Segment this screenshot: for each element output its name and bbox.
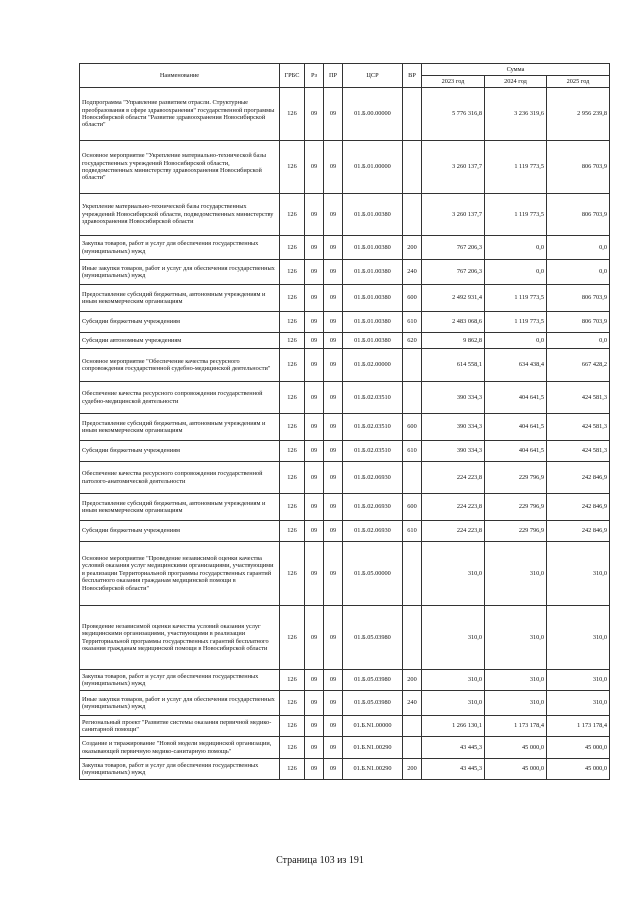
row-csr: 01.Б.05.00000	[343, 542, 403, 606]
row-name: Закупка товаров, работ и услуг для обеспечения государственных (муниципальных) нужд	[80, 759, 280, 780]
row-csr: 01.Б.02.00000	[343, 349, 403, 382]
row-name: Основное мероприятие "Укрепление материально-технической базы государственных учреждений Новосибирской области, подведомственных министерству здравоохранения Новосибирской области"	[80, 141, 280, 194]
row-value-2023: 43 445,3	[422, 737, 485, 759]
row-csr: 01.Б.01.00380	[343, 312, 403, 333]
row-name: Иные закупки товаров, работ и услуг для обеспечения государственных (муниципальных) нужд	[80, 691, 280, 716]
table-row	[80, 141, 610, 194]
row-value-2023: 3 260 137,7	[422, 194, 485, 236]
row-value-2023: 767 206,3	[422, 260, 485, 285]
row-rz: 09	[305, 236, 324, 260]
row-pr: 09	[324, 260, 343, 285]
row-value-2023: 224 223,8	[422, 494, 485, 521]
row-value-2024: 229 796,9	[485, 462, 547, 494]
row-value-2024: 1 173 178,4	[485, 716, 547, 737]
table-row	[80, 194, 610, 236]
row-value-2024: 229 796,9	[485, 521, 547, 542]
header-rz: Рз	[305, 64, 324, 88]
row-value-2023: 390 334,3	[422, 414, 485, 441]
row-csr: 01.Б.02.03510	[343, 382, 403, 414]
row-rz: 09	[305, 333, 324, 349]
row-rz: 09	[305, 285, 324, 312]
row-pr: 09	[324, 521, 343, 542]
row-name: Обеспечение качества ресурсного сопровождения государственной патолого-анатомической деятельности	[80, 462, 280, 494]
row-pr: 09	[324, 462, 343, 494]
row-rz: 09	[305, 312, 324, 333]
header-sum: Сумма	[422, 64, 610, 76]
row-value-2023: 3 260 137,7	[422, 141, 485, 194]
row-grbs: 126	[280, 759, 305, 780]
row-name: Укрепление материально-технической базы государственных учреждений Новосибирской области, подведомственных министерству здравоохранения Новосибирской области	[80, 194, 280, 236]
row-pr: 09	[324, 382, 343, 414]
row-value-2024: 0,0	[485, 236, 547, 260]
row-value-2023: 2 483 068,6	[422, 312, 485, 333]
row-pr: 09	[324, 414, 343, 441]
row-value-2025: 310,0	[547, 670, 610, 691]
row-pr: 09	[324, 333, 343, 349]
row-vr: 610	[403, 312, 422, 333]
row-value-2025: 424 581,3	[547, 382, 610, 414]
row-grbs: 126	[280, 521, 305, 542]
row-value-2024: 1 119 773,5	[485, 141, 547, 194]
row-value-2025: 310,0	[547, 606, 610, 670]
row-csr: 01.Б.N1.00000	[343, 716, 403, 737]
row-csr: 01.Б.01.00380	[343, 194, 403, 236]
row-vr	[403, 88, 422, 141]
row-rz: 09	[305, 737, 324, 759]
row-value-2024: 1 119 773,5	[485, 285, 547, 312]
row-vr	[403, 194, 422, 236]
row-name: Основное мероприятие "Обеспечение качества ресурсного сопровождения государственной судебно-медицинской деятельности"	[80, 349, 280, 382]
table-row	[80, 521, 610, 542]
row-value-2023: 9 862,8	[422, 333, 485, 349]
row-value-2025: 45 000,0	[547, 737, 610, 759]
row-csr: 01.Б.02.06930	[343, 462, 403, 494]
row-value-2023: 310,0	[422, 542, 485, 606]
row-rz: 09	[305, 716, 324, 737]
table-row	[80, 312, 610, 333]
row-name: Создание и тиражирование "Новой модели медицинской организации, оказывающей первичную медико-санитарную помощь"	[80, 737, 280, 759]
table-row	[80, 691, 610, 716]
row-value-2025: 310,0	[547, 542, 610, 606]
row-csr: 01.Б.N1.00290	[343, 759, 403, 780]
row-rz: 09	[305, 759, 324, 780]
row-value-2023: 224 223,8	[422, 521, 485, 542]
row-value-2024: 310,0	[485, 691, 547, 716]
row-value-2024: 45 000,0	[485, 759, 547, 780]
table-row	[80, 382, 610, 414]
row-pr: 09	[324, 349, 343, 382]
row-rz: 09	[305, 141, 324, 194]
row-name: Региональный проект "Развитие системы оказания первичной медико-санитарной помощи"	[80, 716, 280, 737]
row-value-2025: 424 581,3	[547, 441, 610, 462]
row-value-2025: 424 581,3	[547, 414, 610, 441]
row-pr: 09	[324, 88, 343, 141]
table-row	[80, 462, 610, 494]
table-row	[80, 88, 610, 141]
budget-table	[79, 63, 610, 780]
row-rz: 09	[305, 691, 324, 716]
row-value-2024: 310,0	[485, 542, 547, 606]
row-vr	[403, 141, 422, 194]
row-vr: 620	[403, 333, 422, 349]
row-rz: 09	[305, 462, 324, 494]
row-csr: 01.Б.02.03510	[343, 441, 403, 462]
row-pr: 09	[324, 759, 343, 780]
row-grbs: 126	[280, 260, 305, 285]
row-grbs: 126	[280, 462, 305, 494]
row-name: Субсидии автономным учреждениям	[80, 333, 280, 349]
table-row	[80, 333, 610, 349]
row-vr	[403, 462, 422, 494]
row-grbs: 126	[280, 194, 305, 236]
row-value-2024: 1 119 773,5	[485, 312, 547, 333]
row-pr: 09	[324, 670, 343, 691]
row-rz: 09	[305, 494, 324, 521]
header-grbs: ГРБС	[280, 64, 305, 88]
row-csr: 01.Б.01.00000	[343, 141, 403, 194]
header-year-2023: 2023 год	[422, 76, 485, 88]
row-csr: 01.Б.N1.00290	[343, 737, 403, 759]
row-csr: 01.Б.01.00380	[343, 260, 403, 285]
row-grbs: 126	[280, 606, 305, 670]
row-rz: 09	[305, 349, 324, 382]
header-year-2024: 2024 год	[485, 76, 547, 88]
row-value-2023: 390 334,3	[422, 382, 485, 414]
row-rz: 09	[305, 542, 324, 606]
row-value-2023: 43 445,3	[422, 759, 485, 780]
row-grbs: 126	[280, 382, 305, 414]
row-value-2024: 404 641,5	[485, 382, 547, 414]
row-value-2025: 242 846,9	[547, 462, 610, 494]
row-rz: 09	[305, 606, 324, 670]
row-pr: 09	[324, 737, 343, 759]
table-row	[80, 349, 610, 382]
row-value-2024: 310,0	[485, 606, 547, 670]
row-pr: 09	[324, 716, 343, 737]
row-grbs: 126	[280, 349, 305, 382]
table-row	[80, 716, 610, 737]
row-csr: 01.Б.05.03980	[343, 691, 403, 716]
row-pr: 09	[324, 236, 343, 260]
row-vr	[403, 716, 422, 737]
row-name: Предоставление субсидий бюджетным, автономным учреждениям и иным некоммерческим организациям	[80, 414, 280, 441]
row-value-2025: 2 956 239,8	[547, 88, 610, 141]
row-name: Закупка товаров, работ и услуг для обеспечения государственных (муниципальных) нужд	[80, 236, 280, 260]
row-name: Проведение независимой оценки качества условий оказания услуг медицинскими организациями, участвующими в реализации Территориальной программы государственных гарантий бесплатного оказания гражданам медицинской помощи в Новосибирской области	[80, 606, 280, 670]
row-name: Предоставление субсидий бюджетным, автономным учреждениям и иным некоммерческим организациям	[80, 494, 280, 521]
row-value-2023: 614 558,1	[422, 349, 485, 382]
row-value-2024: 0,0	[485, 260, 547, 285]
row-grbs: 126	[280, 414, 305, 441]
table-header	[80, 64, 610, 88]
row-csr: 01.Б.01.00380	[343, 236, 403, 260]
row-vr	[403, 349, 422, 382]
row-vr: 200	[403, 759, 422, 780]
table-row	[80, 494, 610, 521]
row-vr: 610	[403, 521, 422, 542]
row-vr	[403, 737, 422, 759]
row-value-2025: 242 846,9	[547, 521, 610, 542]
header-pr: ПР	[324, 64, 343, 88]
row-pr: 09	[324, 441, 343, 462]
header-csr: ЦСР	[343, 64, 403, 88]
row-pr: 09	[324, 141, 343, 194]
row-pr: 09	[324, 494, 343, 521]
row-value-2024: 45 000,0	[485, 737, 547, 759]
row-value-2023: 224 223,8	[422, 462, 485, 494]
row-csr: 01.Б.02.03510	[343, 414, 403, 441]
row-rz: 09	[305, 260, 324, 285]
row-value-2024: 310,0	[485, 670, 547, 691]
row-vr: 240	[403, 260, 422, 285]
row-pr: 09	[324, 194, 343, 236]
table-row	[80, 737, 610, 759]
row-rz: 09	[305, 194, 324, 236]
row-csr: 01.Б.00.00000	[343, 88, 403, 141]
row-value-2024: 404 641,5	[485, 441, 547, 462]
row-csr: 01.Б.01.00380	[343, 333, 403, 349]
table-row	[80, 285, 610, 312]
row-vr: 600	[403, 285, 422, 312]
row-pr: 09	[324, 285, 343, 312]
row-value-2025: 806 703,9	[547, 194, 610, 236]
row-vr	[403, 542, 422, 606]
row-csr: 01.Б.05.03980	[343, 606, 403, 670]
table-row	[80, 759, 610, 780]
row-value-2024: 634 438,4	[485, 349, 547, 382]
row-grbs: 126	[280, 285, 305, 312]
row-grbs: 126	[280, 236, 305, 260]
header-year-2025: 2025 год	[547, 76, 610, 88]
row-grbs: 126	[280, 716, 305, 737]
row-value-2024: 404 641,5	[485, 414, 547, 441]
row-value-2025: 806 703,9	[547, 141, 610, 194]
row-value-2025: 242 846,9	[547, 494, 610, 521]
row-name: Предоставление субсидий бюджетным, автономным учреждениям и иным некоммерческим организациям	[80, 285, 280, 312]
row-name: Подпрограмма "Управление развитием отрасли. Структурные преобразования в сфере здравоохранения" государственной программы Новосибирской области "Развитие здравоохранения Новосибирской области"	[80, 88, 280, 141]
row-csr: 01.Б.02.06930	[343, 494, 403, 521]
table-row	[80, 414, 610, 441]
row-grbs: 126	[280, 494, 305, 521]
row-csr: 01.Б.02.06930	[343, 521, 403, 542]
row-rz: 09	[305, 382, 324, 414]
row-value-2024: 1 119 773,5	[485, 194, 547, 236]
row-value-2025: 1 173 178,4	[547, 716, 610, 737]
row-rz: 09	[305, 441, 324, 462]
row-name: Субсидии бюджетным учреждениям	[80, 312, 280, 333]
row-name: Субсидии бюджетным учреждениям	[80, 521, 280, 542]
row-value-2025: 45 000,0	[547, 759, 610, 780]
row-grbs: 126	[280, 88, 305, 141]
row-grbs: 126	[280, 691, 305, 716]
row-vr: 600	[403, 494, 422, 521]
row-value-2025: 806 703,9	[547, 285, 610, 312]
row-value-2023: 767 206,3	[422, 236, 485, 260]
row-pr: 09	[324, 312, 343, 333]
row-vr	[403, 382, 422, 414]
header-vr: ВР	[403, 64, 422, 88]
row-csr: 01.Б.01.00380	[343, 285, 403, 312]
row-grbs: 126	[280, 441, 305, 462]
table-row	[80, 260, 610, 285]
row-value-2024: 229 796,9	[485, 494, 547, 521]
row-value-2023: 310,0	[422, 691, 485, 716]
row-grbs: 126	[280, 670, 305, 691]
row-name: Иные закупки товаров, работ и услуг для обеспечения государственных (муниципальных) нужд	[80, 260, 280, 285]
row-value-2023: 2 492 931,4	[422, 285, 485, 312]
table-row	[80, 441, 610, 462]
table-row	[80, 606, 610, 670]
row-value-2025: 0,0	[547, 333, 610, 349]
row-csr: 01.Б.05.03980	[343, 670, 403, 691]
row-name: Субсидии бюджетным учреждениям	[80, 441, 280, 462]
row-rz: 09	[305, 414, 324, 441]
row-grbs: 126	[280, 737, 305, 759]
row-value-2024: 3 236 319,6	[485, 88, 547, 141]
row-name: Закупка товаров, работ и услуг для обеспечения государственных (муниципальных) нужд	[80, 670, 280, 691]
row-value-2023: 310,0	[422, 670, 485, 691]
row-pr: 09	[324, 606, 343, 670]
row-value-2025: 0,0	[547, 260, 610, 285]
row-grbs: 126	[280, 542, 305, 606]
row-value-2025: 310,0	[547, 691, 610, 716]
row-vr: 610	[403, 441, 422, 462]
table-body	[80, 88, 610, 780]
row-value-2025: 806 703,9	[547, 312, 610, 333]
row-vr: 240	[403, 691, 422, 716]
row-rz: 09	[305, 670, 324, 691]
row-pr: 09	[324, 542, 343, 606]
row-value-2024: 0,0	[485, 333, 547, 349]
row-vr: 200	[403, 670, 422, 691]
table-row	[80, 236, 610, 260]
row-value-2023: 310,0	[422, 606, 485, 670]
header-name: Наименование	[80, 64, 280, 88]
row-value-2023: 1 266 130,1	[422, 716, 485, 737]
table-row	[80, 670, 610, 691]
row-vr: 200	[403, 236, 422, 260]
page-number: Страница 103 из 191	[276, 855, 364, 866]
row-name: Основное мероприятие "Проведение независимой оценки качества условий оказания услуг медицинскими организациями, участвующими в реализации Территориальной программы государственных гарантий бесплатного оказания гражданам медицинской помощи в Новосибирской области"	[80, 542, 280, 606]
row-value-2025: 667 428,2	[547, 349, 610, 382]
row-name: Обеспечение качества ресурсного сопровождения государственной судебно-медицинской деятельности	[80, 382, 280, 414]
row-grbs: 126	[280, 312, 305, 333]
row-grbs: 126	[280, 333, 305, 349]
row-pr: 09	[324, 691, 343, 716]
row-vr: 600	[403, 414, 422, 441]
row-rz: 09	[305, 521, 324, 542]
row-grbs: 126	[280, 141, 305, 194]
row-value-2023: 5 776 316,8	[422, 88, 485, 141]
row-rz: 09	[305, 88, 324, 141]
row-value-2023: 390 334,3	[422, 441, 485, 462]
table-row	[80, 542, 610, 606]
row-value-2025: 0,0	[547, 236, 610, 260]
row-vr	[403, 606, 422, 670]
